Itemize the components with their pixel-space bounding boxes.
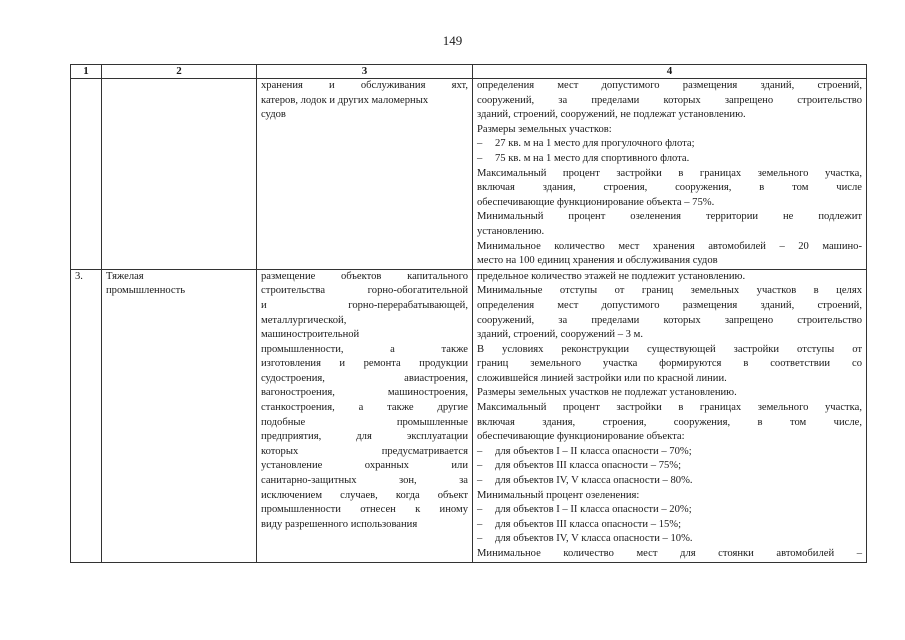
parameter-line-bullet (477, 518, 862, 533)
description-line: катеров, лодок и других маломерных (261, 94, 429, 106)
header-col-1: 1 (71, 65, 102, 79)
parameter-line-bullet (477, 474, 862, 489)
description-line: промышленности, а также (261, 343, 468, 355)
table-row (71, 269, 867, 562)
parameter-line: зданий, строений, сооружений, не подлежат установлению. (477, 109, 746, 121)
parameter-line: Размеры земельных участков не подлежат установлению. (477, 387, 737, 399)
parameter-line-text: для объектов I – II класса опасности – 20%; (495, 504, 692, 516)
parameter-line: обеспечивающие функционирование объекта – 75%. (477, 196, 715, 208)
parameter-line-bullet (477, 137, 862, 152)
parameter-line: зданий, строений, сооружений – 3 м. (477, 329, 643, 341)
row-number (71, 79, 102, 270)
parameter-line-bullet (477, 459, 862, 474)
parameter-line-bullet (477, 445, 862, 460)
parameters (473, 79, 867, 270)
header-col-4: 4 (473, 65, 867, 79)
header-col-2: 2 (102, 65, 257, 79)
parameter-line: предельное количество этажей не подлежит установлению. (477, 270, 746, 282)
parameter-line: Минимальное количество мест хранения автомобилей – 20 машино- (477, 240, 862, 252)
table-body (71, 79, 867, 563)
table-row (71, 79, 867, 270)
dash-mark: – (477, 138, 483, 150)
description-line: размещение объектов капитального (261, 270, 468, 282)
dash-mark: – (477, 460, 483, 472)
parameter-line-text: для объектов IV, V класса опасности – 80%. (495, 475, 693, 487)
parameter-line-bullet (477, 532, 862, 547)
parameter-line: Минимальный процент озеленения территории не подлежит (477, 211, 862, 223)
parameter-line-text: 27 кв. м на 1 место для прогулочного флота; (495, 138, 695, 150)
parameter-line: обеспечивающие функционирование объекта: (477, 431, 685, 443)
parameter-line-text: для объектов IV, V класса опасности – 10%. (495, 533, 693, 545)
parameter-line: включая здания, строения, сооружения, в том числе, (477, 416, 862, 428)
description-line: вагоностроения, машиностроения, (261, 387, 468, 399)
parameter-line: границ земельного участка формируются в соответствии со (477, 358, 862, 370)
description-line: машиностроительной (261, 329, 360, 341)
description-line: предприятия, для эксплуатации (261, 431, 468, 443)
parameter-line: сложившейся линией застройки или по красной линии. (477, 372, 727, 384)
dash-mark: – (477, 445, 483, 457)
zone-name (102, 269, 257, 562)
description-line: которых предусматривается (261, 445, 468, 457)
header-col-3: 3 (257, 65, 473, 79)
dash-mark: – (477, 504, 483, 516)
description-line: судостроения, авиастроения, (261, 372, 468, 384)
description-line: строительства горно-обогатительной (261, 285, 468, 297)
parameter-line: сооружений, за пределами которых запрещено строительство (477, 314, 862, 326)
parameter-line-text: для объектов I – II класса опасности – 70%; (495, 445, 692, 457)
parameter-line-text: для объектов III класса опасности – 75%; (495, 460, 682, 472)
parameter-line: установлению. (477, 225, 545, 237)
parameter-line: Максимальный процент застройки в границах земельного участка, (477, 167, 862, 179)
dash-mark: – (477, 518, 483, 530)
parameter-line: определения мест допустимого размещения зданий, строений, (477, 299, 862, 311)
description-line: станкостроения, а также другие (261, 402, 468, 414)
parameter-line: В условиях реконструкции существующей застройки отступы от (477, 343, 862, 355)
description-line: металлургической, (261, 314, 347, 326)
parameter-line-bullet (477, 152, 862, 167)
description-line: санитарно-защитных зон, за (261, 475, 468, 487)
description-line: исключением случаев, когда объект (261, 489, 468, 501)
parameter-line: Размеры земельных участков: (477, 123, 612, 135)
table-header-row (71, 65, 867, 79)
description-line: установление охранных или (261, 460, 468, 472)
page-number: 149 (442, 33, 463, 48)
regulations-table (70, 64, 867, 563)
parameters (473, 269, 867, 562)
description-line: судов (261, 109, 286, 121)
description-line: хранения и обслуживания яхт, (261, 80, 468, 91)
parameter-line: Минимальный процент озеленения: (477, 489, 640, 501)
parameter-line: сооружений, за пределами которых запрещено строительство (477, 94, 862, 106)
parameter-line: включая здания, строения, сооружения, в том числе (477, 182, 862, 194)
parameter-line-bullet (477, 503, 862, 518)
description-line: виду разрешенного использования (261, 518, 418, 530)
dash-mark: – (477, 152, 483, 164)
use-description (257, 269, 473, 562)
description-line: промышленности отнесен к иному (261, 504, 468, 516)
dash-mark: – (477, 533, 483, 545)
description-line: изготовления и ремонта продукции (261, 358, 468, 370)
parameter-line-text: для объектов III класса опасности – 15%; (495, 518, 682, 530)
row-number: 3. (71, 269, 102, 562)
dash-mark: – (477, 475, 483, 487)
parameter-line: Минимальное количество мест для стоянки автомобилей – (477, 548, 862, 559)
description-line: подобные промышленные (261, 416, 468, 428)
zone-name-line: Тяжелая (106, 270, 144, 282)
parameter-line: Минимальные отступы от границ земельных участков в целях (477, 285, 862, 297)
parameter-line: место на 100 единиц хранения и обслуживания судов (477, 255, 718, 267)
zone-name (102, 79, 257, 270)
parameter-line: определения мест допустимого размещения зданий, строений, (477, 80, 862, 91)
use-description (257, 79, 473, 270)
description-line: и горно-перерабатывающей, (261, 299, 468, 311)
zone-name-line: промышленность (106, 285, 186, 297)
parameter-line-text: 75 кв. м на 1 место для спортивного флота. (495, 152, 690, 164)
parameter-line: Максимальный процент застройки в границах земельного участка, (477, 402, 862, 414)
